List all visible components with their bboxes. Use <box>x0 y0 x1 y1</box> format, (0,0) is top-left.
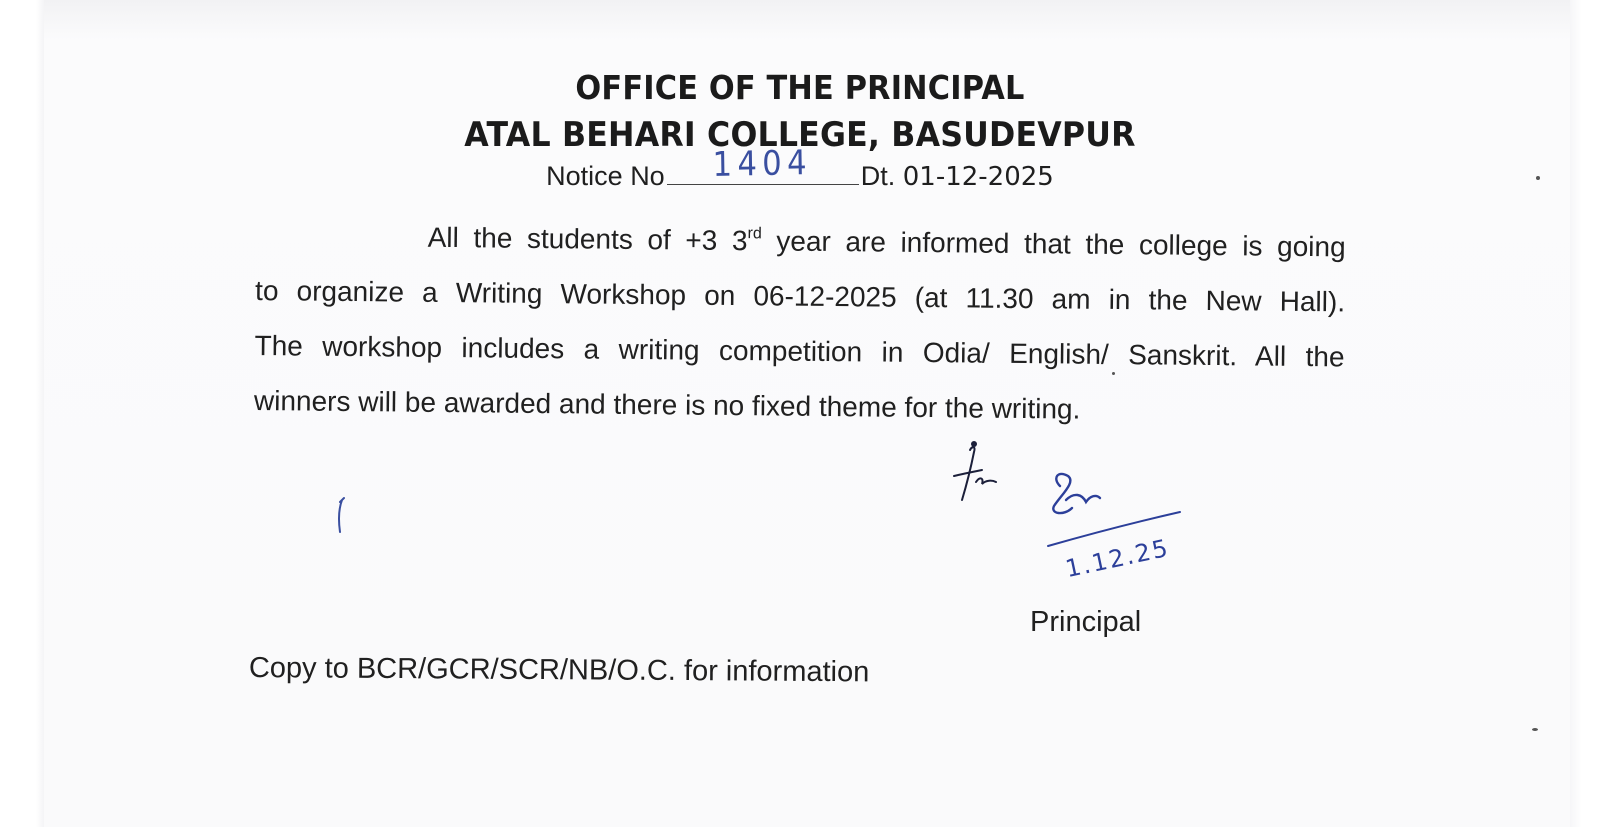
college-heading: ATAL BEHARI COLLEGE, BASUDEVPUR <box>464 115 1136 155</box>
signature-date: 1.12.25 <box>1062 533 1173 584</box>
copy-to-line: Copy to BCR/GCR/SCR/NB/O.C. for information <box>248 652 870 689</box>
principal-signature <box>940 436 1200 586</box>
notice-date: 01-12-2025 <box>902 162 1054 192</box>
body-line-2: to organize a Writing Workshop on 06-12-2025 (at 11.30 am in the New Hall). <box>254 274 1346 318</box>
date-label: Dt. <box>860 161 896 191</box>
body-line-4: winners will be awarded and there is no fixed theme for the writing. <box>253 384 1081 425</box>
body-line-3: The workshop includes a writing competition in Odia/ English/ Sanskrit. All the <box>254 329 1345 373</box>
stray-pen-mark <box>330 494 350 538</box>
notice-body <box>254 208 1346 439</box>
notice-label: Notice No <box>546 161 665 191</box>
ordinal-suffix: rd <box>747 225 762 243</box>
notice-number-line <box>0 143 1600 192</box>
scan-speck <box>1112 372 1115 375</box>
scan-speck <box>1532 728 1538 731</box>
scan-speck <box>1536 176 1540 180</box>
office-heading: OFFICE OF THE PRINCIPAL <box>575 68 1025 107</box>
body-line-1: All the students of +3 3rd year are informed that the college is going <box>427 221 1346 263</box>
signatory-title: Principal <box>1030 606 1142 638</box>
notice-number-blank <box>667 143 859 185</box>
notice-number-handwritten: 1404 <box>711 143 813 185</box>
